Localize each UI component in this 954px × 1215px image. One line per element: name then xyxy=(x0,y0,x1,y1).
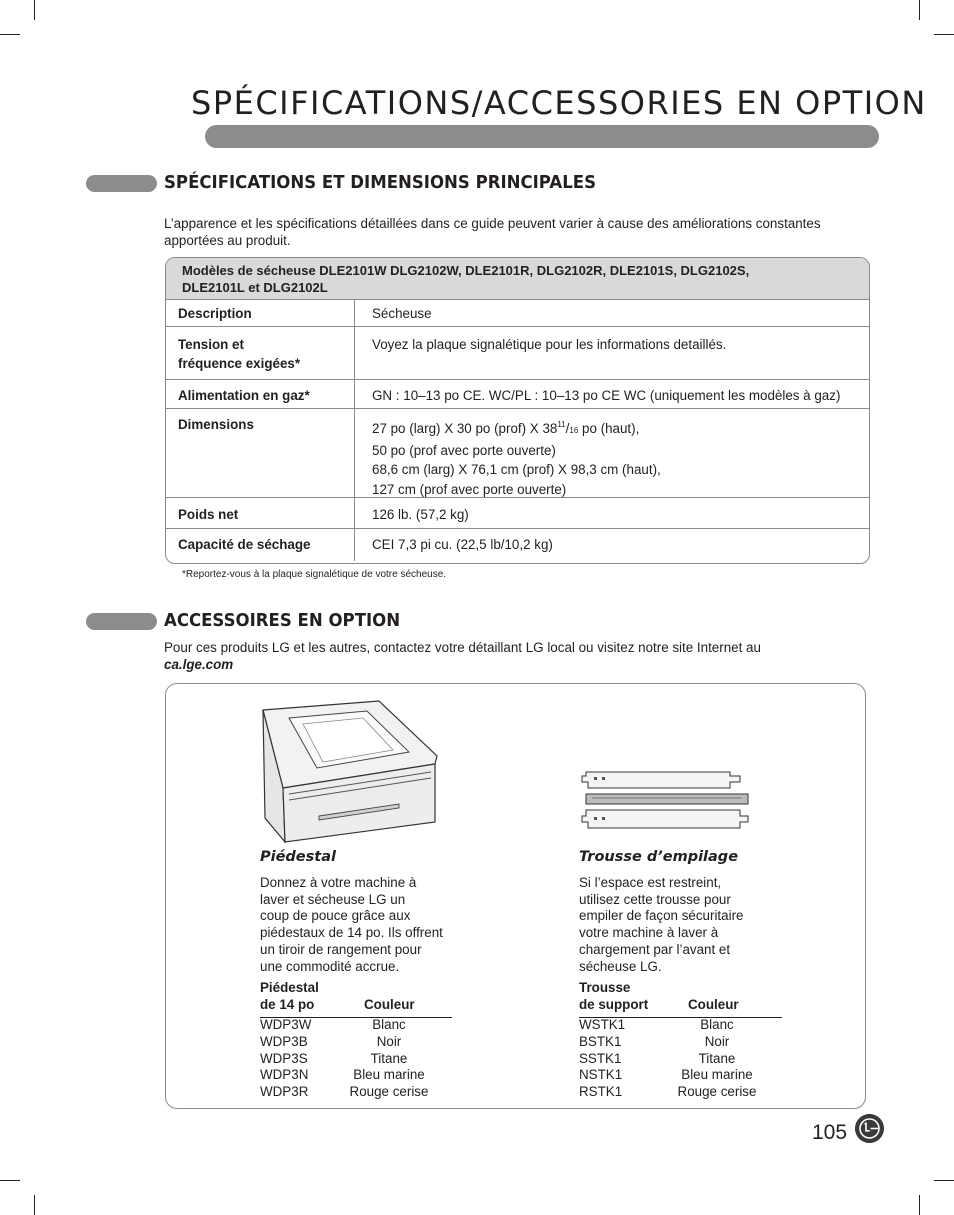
crop-mark xyxy=(919,1195,920,1215)
spec-table-header-line: DLE2101L et DLG2102L xyxy=(182,280,328,295)
crop-mark xyxy=(919,0,920,20)
stacking-kit-image xyxy=(580,770,752,832)
dimension-line: 27 po (larg) X 30 po (prof) X $38^{11}/16$ po (haut), xyxy=(372,420,640,436)
pedestal-col-color: Couleur xyxy=(364,997,415,1012)
spec-value: CEI 7,3 pi cu. (22,5 lb/10,2 kg) xyxy=(372,537,553,552)
spec-label: Description xyxy=(178,306,252,321)
page-number: 105 xyxy=(812,1121,848,1144)
stacking-kit-description: Si l’espace est restreint, utilisez cette trousse pour empiler de façon sécuritaire votre machine à laver à chargement par l’avant et sécheuse LG. xyxy=(579,875,744,974)
spec-label: Capacité de séchage xyxy=(178,537,311,552)
crop-mark xyxy=(934,1180,954,1181)
stacking-colors: Blanc Noir Titane Bleu marine Rouge cerise xyxy=(677,1017,757,1100)
spec-row-gas xyxy=(166,380,869,409)
spec-row-description xyxy=(166,300,869,327)
spec-row-voltage xyxy=(166,327,869,380)
stacking-kit-title: Trousse d’empilage xyxy=(579,849,739,865)
spec-label-line: Tension et xyxy=(178,337,244,352)
spec-footnote: *Reportez-vous à la plaque signalétique de votre sécheuse. xyxy=(182,569,447,580)
spec-table xyxy=(165,257,870,564)
stacking-col-color: Couleur xyxy=(688,997,739,1012)
spec-row-dimensions xyxy=(166,409,869,498)
crop-mark xyxy=(34,0,35,20)
spec-value: Voyez la plaque signalétique pour les informations detaillés. xyxy=(372,337,727,352)
pedestal-description: Donnez à votre machine à laver et sécheuse LG un coup de pouce grâce aux piédestaux de 14 po. Ils offrent un tiroir de rangement pour une commodité accrue. xyxy=(260,875,443,974)
accessories-box xyxy=(165,683,866,1109)
section-title-accessories: ACCESSOIRES EN OPTION xyxy=(164,610,401,631)
stacking-models: WSTK1 BSTK1 SSTK1 NSTK1 RSTK1 xyxy=(579,1017,626,1100)
lg-logo-icon xyxy=(855,1114,884,1143)
accessories-intro xyxy=(164,640,854,673)
pedestal-image xyxy=(259,698,439,844)
crop-mark xyxy=(0,34,20,35)
spec-label: Alimentation en gaz* xyxy=(178,388,310,403)
dimension-line: 127 cm (prof avec porte ouverte) xyxy=(372,481,567,497)
spec-value: 126 lb. (57,2 kg) xyxy=(372,507,469,522)
spec-value: GN : 10–13 po CE. WC/PL : 10–13 po CE WC (uniquement les modèles à gaz) xyxy=(372,388,841,403)
section-marker xyxy=(86,175,157,192)
spec-value: Sécheuse xyxy=(372,306,432,321)
spec-label-line: fréquence exigées* xyxy=(178,356,301,371)
pedestal-col-model: Piédestal de 14 po xyxy=(260,980,319,1012)
pedestal-colors: Blanc Noir Titane Bleu marine Rouge cerise xyxy=(349,1017,429,1100)
dimension-line: 50 po (prof avec porte ouverte) xyxy=(372,442,556,458)
spec-label: Dimensions xyxy=(178,417,254,432)
section-marker xyxy=(86,613,157,630)
stacking-col-model: Trousse de support xyxy=(579,980,649,1012)
spec-value xyxy=(372,415,661,499)
spec-row-capacity xyxy=(166,529,869,561)
crop-mark xyxy=(934,34,954,35)
page-title: SPÉCIFICATIONS/ACCESSORIES EN OPTION xyxy=(191,84,927,122)
spec-table-header-line: Modèles de sécheuse DLE2101W DLG2102W, DLE2101R, DLG2102R, DLE2101S, DLG2102S, xyxy=(182,263,750,278)
dimension-line: 68,6 cm (larg) X 76,1 cm (prof) X 98,3 cm (haut), xyxy=(372,462,661,477)
spec-label xyxy=(178,335,300,373)
pedestal-title: Piédestal xyxy=(260,849,336,865)
website-link[interactable]: ca.lge.com xyxy=(164,656,234,672)
spec-label: Poids net xyxy=(178,507,239,522)
crop-mark xyxy=(34,1195,35,1215)
spec-table-header xyxy=(166,258,869,300)
section-title-specs: SPÉCIFICATIONS ET DIMENSIONS PRINCIPALES xyxy=(164,172,597,193)
crop-mark xyxy=(0,1180,20,1181)
accessories-intro-text: Pour ces produits LG et les autres, contactez votre détaillant LG local ou visitez notre site Internet au xyxy=(164,640,761,655)
pedestal-models: WDP3W WDP3B WDP3S WDP3N WDP3R xyxy=(260,1017,312,1100)
title-bar xyxy=(205,125,879,148)
spec-row-weight xyxy=(166,498,869,529)
specs-intro: L’apparence et les spécifications détaillées dans ce guide peuvent varier à cause des améliorations constantes apportées au produit. xyxy=(164,216,821,248)
